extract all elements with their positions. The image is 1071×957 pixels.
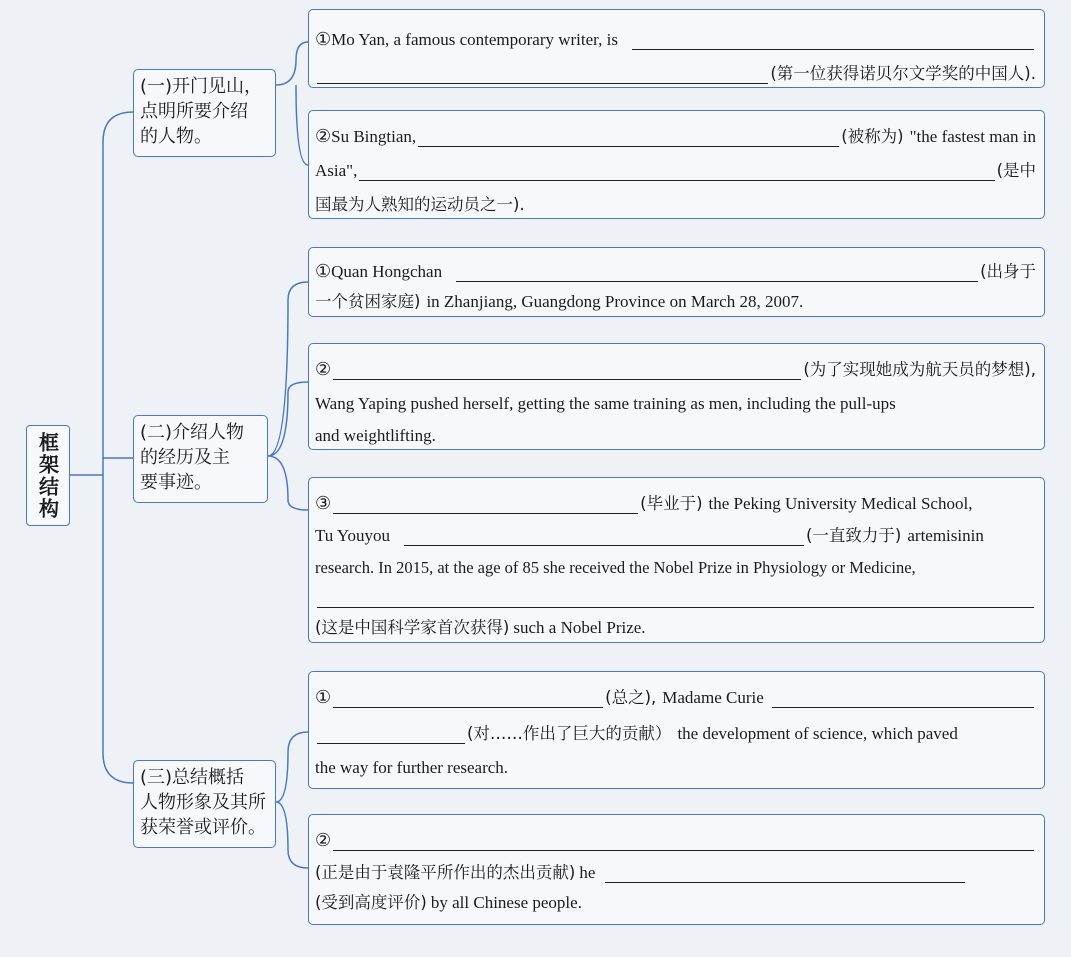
answer-blank[interactable] <box>317 65 768 84</box>
chinese-hint: (一直致力于) <box>805 526 902 545</box>
item-text: artemisinin <box>907 526 984 545</box>
answer-blank[interactable] <box>632 31 1034 50</box>
answer-blank[interactable] <box>418 128 839 147</box>
chinese-hint: (毕业于) <box>640 494 703 513</box>
item-text: the way for further research. <box>315 758 509 777</box>
answer-blank[interactable] <box>605 864 965 883</box>
item-text: Asia", <box>315 161 358 180</box>
answer-blank[interactable] <box>333 361 801 380</box>
chinese-hint: (第一位获得诺贝尔文学奖的中国人). <box>770 64 1036 83</box>
chinese-hint: (总之), <box>605 688 657 707</box>
s3-item-1 <box>308 671 1045 789</box>
s2-item-1 <box>308 247 1045 317</box>
item-text: such a Nobel Prize. <box>513 618 646 637</box>
item-text: research. In 2015, at the age of 85 she received the Nobel Prize in Physiology or Medicine, <box>315 558 916 577</box>
section-1-label-line: (一)开门见山， <box>140 76 263 97</box>
chinese-hint: (出身于 <box>980 262 1036 281</box>
item-marker: ② <box>315 359 332 379</box>
item-text: "the fastest man in <box>909 127 1036 146</box>
answer-blank[interactable] <box>404 527 804 546</box>
section-1-label-line: 点明所要介绍 <box>140 101 248 122</box>
item-text: Tu Youyou <box>315 526 390 545</box>
chinese-hint: 国最为人熟知的运动员之一). <box>315 195 525 214</box>
section-1-box <box>133 69 276 157</box>
answer-blank[interactable] <box>333 832 1034 851</box>
section-2-box <box>133 415 268 503</box>
item-text: Madame Curie <box>662 688 764 707</box>
connector-s3-fork <box>276 732 308 868</box>
section-2-label-line: 的经历及主 <box>140 447 230 468</box>
answer-blank[interactable] <box>317 725 465 744</box>
section-3-label-line: 人物形象及其所 <box>140 792 266 813</box>
chinese-hint: (正是由于袁隆平所作出的杰出贡献) <box>315 863 576 882</box>
chinese-hint: 一个贫困家庭) <box>315 292 421 311</box>
s2-item-3 <box>308 477 1045 643</box>
section-3-box <box>133 760 276 848</box>
section-3-label-line: (三)总结概括 <box>140 767 245 788</box>
section-2-label-line: 要事迹。 <box>140 472 212 493</box>
item-text: Wang Yaping pushed herself, getting the same training as men, including the pull-ups <box>315 394 896 413</box>
answer-blank[interactable] <box>456 263 978 282</box>
item-marker: ② <box>315 126 332 146</box>
answer-blank[interactable] <box>772 689 1034 708</box>
s1-item-1 <box>308 9 1045 88</box>
item-text: by all Chinese people. <box>430 893 582 912</box>
answer-blank[interactable] <box>333 689 603 708</box>
section-3-label-line: 获荣誉或评价。 <box>140 817 266 838</box>
item-marker: ① <box>315 261 332 281</box>
s1-item-2 <box>308 110 1045 219</box>
root-node <box>26 425 70 526</box>
item-text: Mo Yan, a famous contemporary writer, is <box>331 30 618 49</box>
item-marker: ① <box>315 687 332 707</box>
item-text: and weightlifting. <box>315 426 436 445</box>
item-text: in Zhanjiang, Guangdong Province on March 28, 2007. <box>426 292 804 311</box>
chinese-hint: (对……作出了巨大的贡献） <box>467 724 672 743</box>
root-label: 框架结构 <box>35 431 60 520</box>
answer-blank[interactable] <box>359 162 994 181</box>
answer-blank[interactable] <box>317 589 1034 608</box>
connector-s1-fork <box>276 42 308 165</box>
item-text: the Peking University Medical School, <box>708 494 973 513</box>
item-text: Su Bingtian, <box>331 127 417 146</box>
chinese-hint: (受到高度评价) <box>315 893 427 912</box>
s3-item-2 <box>308 814 1045 925</box>
chinese-hint: (这是中国科学家首次获得) <box>315 618 510 637</box>
item-text: he <box>579 863 596 882</box>
section-1-label-line: 的人物。 <box>140 126 212 147</box>
item-marker: ② <box>315 830 332 850</box>
item-text: the development of science, which paved <box>677 724 958 743</box>
chinese-hint: (被称为) <box>841 127 904 146</box>
s2-item-2 <box>308 343 1045 450</box>
section-2-label-line: (二)介绍人物 <box>140 422 245 443</box>
answer-blank[interactable] <box>333 495 638 514</box>
connector-s2-fork <box>268 282 308 510</box>
item-text: Quan Hongchan <box>331 262 443 281</box>
chinese-hint: (是中 <box>996 161 1036 180</box>
item-marker: ③ <box>315 493 332 513</box>
connector-trunk <box>103 112 133 783</box>
item-marker: ① <box>315 29 332 49</box>
chinese-hint: (为了实现她成为航天员的梦想), <box>803 360 1036 379</box>
